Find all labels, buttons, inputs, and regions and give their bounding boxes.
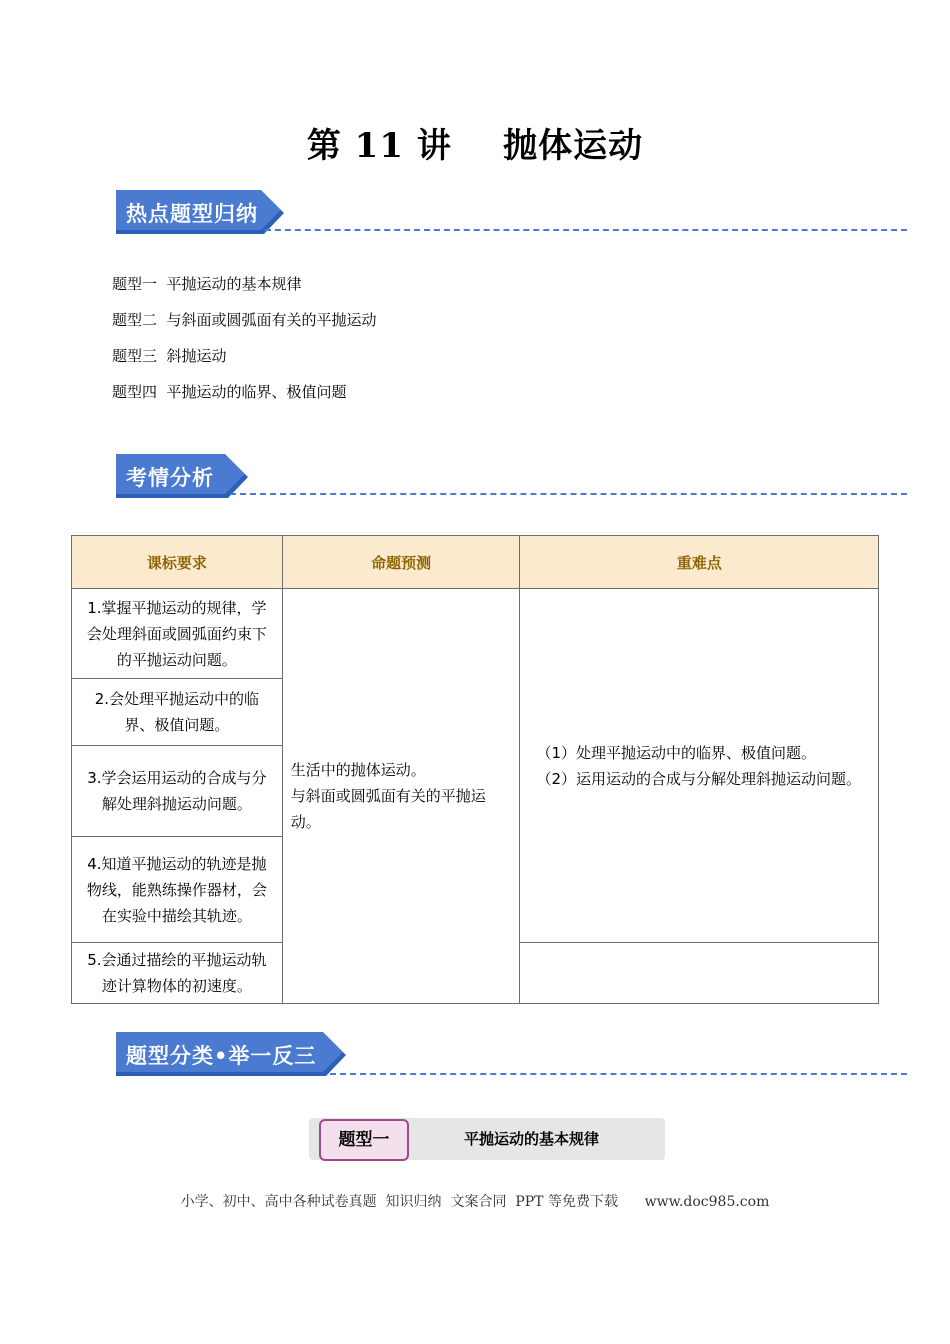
section-banner-classify bbox=[116, 1032, 351, 1082]
section-divider bbox=[330, 1073, 907, 1075]
prediction-text: 生活中的抛体运动。 与斜面或圆弧面有关的平抛运动。 bbox=[290, 761, 486, 831]
requirement-cell: 1.掌握平抛运动的规律，学会处理斜面或圆弧面约束下的平抛运动问题。 bbox=[72, 589, 283, 679]
section-label: 题型分类•举一反三 bbox=[126, 1044, 317, 1068]
requirement-cell: 2.会处理平抛运动中的临界、极值问题。 bbox=[72, 679, 283, 746]
type-item-3: 题型三 斜抛运动 bbox=[112, 347, 227, 365]
section-banner-analysis bbox=[116, 454, 251, 504]
requirement-cell: 4.知道平抛运动的轨迹是抛物线，能熟练操作器材，会在实验中描绘其轨迹。 bbox=[72, 837, 283, 943]
type-item-2: 题型二 与斜面或圆弧面有关的平抛运动 bbox=[112, 311, 377, 329]
prediction-cell bbox=[282, 589, 520, 1004]
section-label: 考情分析 bbox=[126, 466, 214, 490]
type-item-4: 题型四 平抛运动的临界、极值问题 bbox=[112, 383, 347, 401]
footer-text: 小学、初中、高中各种试卷真题 知识归纳 文案合同 PPT 等免费下载 www.doc985.com bbox=[180, 1194, 770, 1210]
requirement-cell: 3.学会运用运动的合成与分解处理斜抛运动问题。 bbox=[72, 746, 283, 837]
section-label: 热点题型归纳 bbox=[126, 202, 258, 226]
section-divider bbox=[230, 493, 907, 495]
requirements-table bbox=[71, 535, 879, 1004]
empty-cell bbox=[520, 943, 879, 1004]
difficulty-cell bbox=[520, 589, 879, 943]
section-banner-hot-types bbox=[116, 190, 286, 240]
header-difficulty: 重难点 bbox=[520, 536, 879, 589]
table-header-row bbox=[72, 536, 879, 589]
type-item-1: 题型一 平抛运动的基本规律 bbox=[112, 275, 302, 293]
type-tag: 题型一 bbox=[319, 1119, 409, 1161]
type-heading-bar bbox=[309, 1118, 665, 1160]
type-list bbox=[112, 273, 377, 417]
header-standards: 课标要求 bbox=[72, 536, 283, 589]
section-divider bbox=[265, 229, 907, 231]
difficulty-item-1: （1）处理平抛运动中的临界、极值问题。 bbox=[536, 743, 816, 762]
header-prediction: 命题预测 bbox=[282, 536, 520, 589]
table-row bbox=[72, 589, 879, 679]
page-title: 第 11 讲 抛体运动 bbox=[306, 126, 644, 166]
difficulty-item-2: （2）运用运动的合成与分解处理斜抛运动问题。 bbox=[536, 769, 861, 788]
type-heading-text: 平抛运动的基本规律 bbox=[464, 1130, 600, 1148]
requirement-cell: 5.会通过描绘的平抛运动轨迹计算物体的初速度。 bbox=[72, 943, 283, 1004]
